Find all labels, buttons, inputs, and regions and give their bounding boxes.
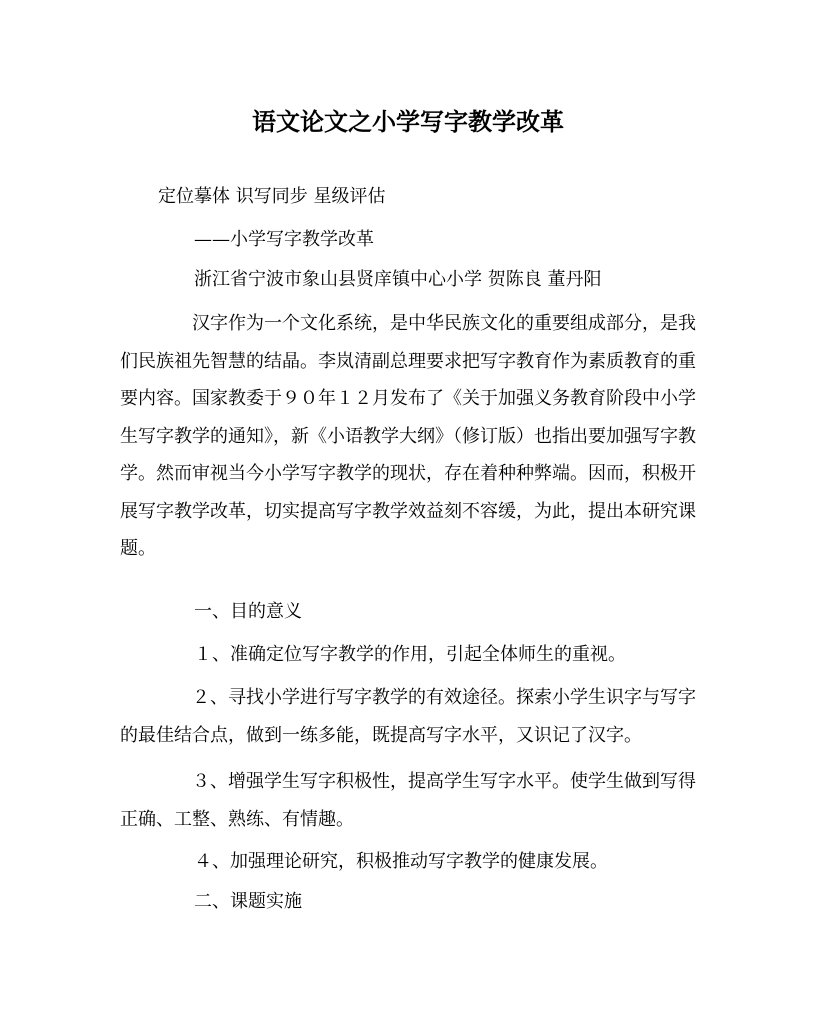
list-item-2: ２、寻找小学进行写字教学的有效途径。探索小学生识字与写字的最佳结合点，做到一练多能，既提高写字水平，又识记了汉字。 xyxy=(120,687,696,746)
section-heading-implementation: 二、课题实施 xyxy=(194,891,302,912)
list-item-3: ３、增强学生写字积极性，提高学生写字水平。使学生做到写得正确、工整、熟练、有情趣。 xyxy=(120,771,696,830)
list-item-4: ４、加强理论研究，积极推动写字教学的健康发展。 xyxy=(194,851,608,872)
section-heading-purpose: 一、目的意义 xyxy=(194,601,302,622)
author-line: 浙江省宁波市象山县贤庠镇中心小学 贺陈良 董丹阳 xyxy=(194,269,602,290)
dash-subtitle-line: ——小学写字教学改革 xyxy=(194,229,374,250)
list-item-1: １、准确定位写字教学的作用，引起全体师生的重视。 xyxy=(194,644,626,665)
document-title: 语文论文之小学写字教学改革 xyxy=(252,107,564,136)
document-subtitle: 定位摹体 识写同步 星级评估 xyxy=(158,186,386,207)
intro-paragraph: 汉字作为一个文化系统，是中华民族文化的重要组成部分，是我们民族祖先智慧的结晶。李岚清副总理要求把写字教育作为素质教育的重要内容。国家教委于９０年１２月发布了《关于加强义务教育阶段中小学生写字教学的通知》，新《小语教学大纲》（修订版）也指出要加强写字教学。然而审视当今小学写字教学的现状，存在着种种弊端。因而，积极开展写字教学改革，切实提高写字教学效益刻不容缓，为此，提出本研究课题。 xyxy=(120,313,696,559)
